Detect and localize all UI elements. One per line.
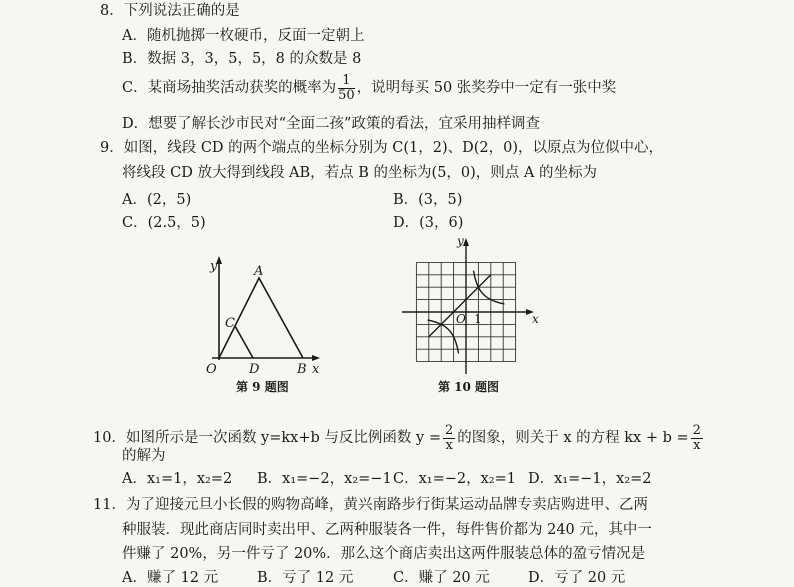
label-x: x: [532, 312, 539, 326]
figure-9: [200, 250, 330, 375]
fraction: $\frac{1}{50}$: [338, 72, 355, 103]
label-one: 1: [474, 312, 482, 326]
q9-option-c: C．(2.5，5): [122, 215, 206, 231]
figure-10: [395, 232, 540, 377]
q8-option-c: C．某商场抽奖活动获奖的概率为 $\frac{1}{50}$ ，说明每买 50 张奖券中一定有一张中奖: [122, 72, 617, 103]
q11-option-a: A．赚了 12 元: [122, 570, 219, 586]
q9-option-b: B．(3，5): [393, 192, 463, 208]
q10-option-c: C．x₁=−2，x₂=1: [393, 471, 516, 487]
label-o: O: [206, 362, 217, 375]
label-c: C: [225, 316, 235, 331]
figure-10-caption: 第 10 题图: [438, 380, 500, 394]
q8-option-a: A．随机抛掷一枚硬币，反面一定朝上: [122, 28, 365, 44]
label-b: B: [297, 362, 307, 375]
q9-line2: 将线段 CD 放大得到线段 AB，若点 B 的坐标为(5，0)，则点 A 的坐标为: [122, 165, 598, 181]
q10-line2: 的解为: [122, 448, 166, 464]
label-d: D: [249, 362, 260, 375]
q11-option-b: B．亏了 12 元: [257, 570, 354, 586]
label-x: x: [312, 362, 320, 375]
figure-9-caption: 第 9 题图: [236, 380, 289, 394]
q10-option-a: A．x₁=1，x₂=2: [122, 471, 233, 487]
q11-option-c: C．赚了 20 元: [393, 570, 490, 586]
label-a: A: [254, 264, 264, 279]
q10-option-b: B．x₁=−2，x₂=−1: [257, 471, 392, 487]
q11-line2: 种服装．现此商店同时卖出甲、乙两种服装各一件，每件售价都为 240 元，其中一: [122, 522, 652, 538]
q10-stem: 10．如图所示是一次函数 y=kx+b 与反比例函数 y = $\frac{2}{x}$ 的图象，则关于 x 的方程 kx + b = $\frac{2}{x}$: [93, 422, 701, 453]
label-o: O: [456, 312, 466, 326]
q9-line1: 9．如图，线段 CD 的两个端点的坐标分别为 C(1，2)、D(2，0)，以原点为位似中心，: [100, 140, 664, 156]
q10-option-d: D．x₁=−1，x₂=2: [528, 471, 652, 487]
q8-option-d: D．想要了解长沙市民对“全面二孩”政策的看法，宜采用抽样调查: [122, 116, 540, 132]
q9-option-a: A．(2，5): [122, 192, 192, 208]
q8-option-b: B．数据 3，3，5，5，8 的众数是 8: [122, 51, 362, 67]
q9-option-d: D．(3，6): [393, 215, 464, 231]
q11-line3: 件赚了 20%，另一件亏了 20%．那么这个商店卖出这两件服装总体的盈亏情况是: [122, 546, 646, 562]
q8-stem: 8．下列说法正确的是: [100, 3, 240, 19]
q11-line1: 11．为了迎接元旦小长假的购物高峰，黄兴南路步行街某运动品牌专卖店购进甲、乙两: [93, 497, 648, 513]
q11-option-d: D．亏了 20 元: [528, 570, 626, 586]
label-y: y: [457, 234, 464, 248]
label-y: y: [210, 259, 218, 274]
